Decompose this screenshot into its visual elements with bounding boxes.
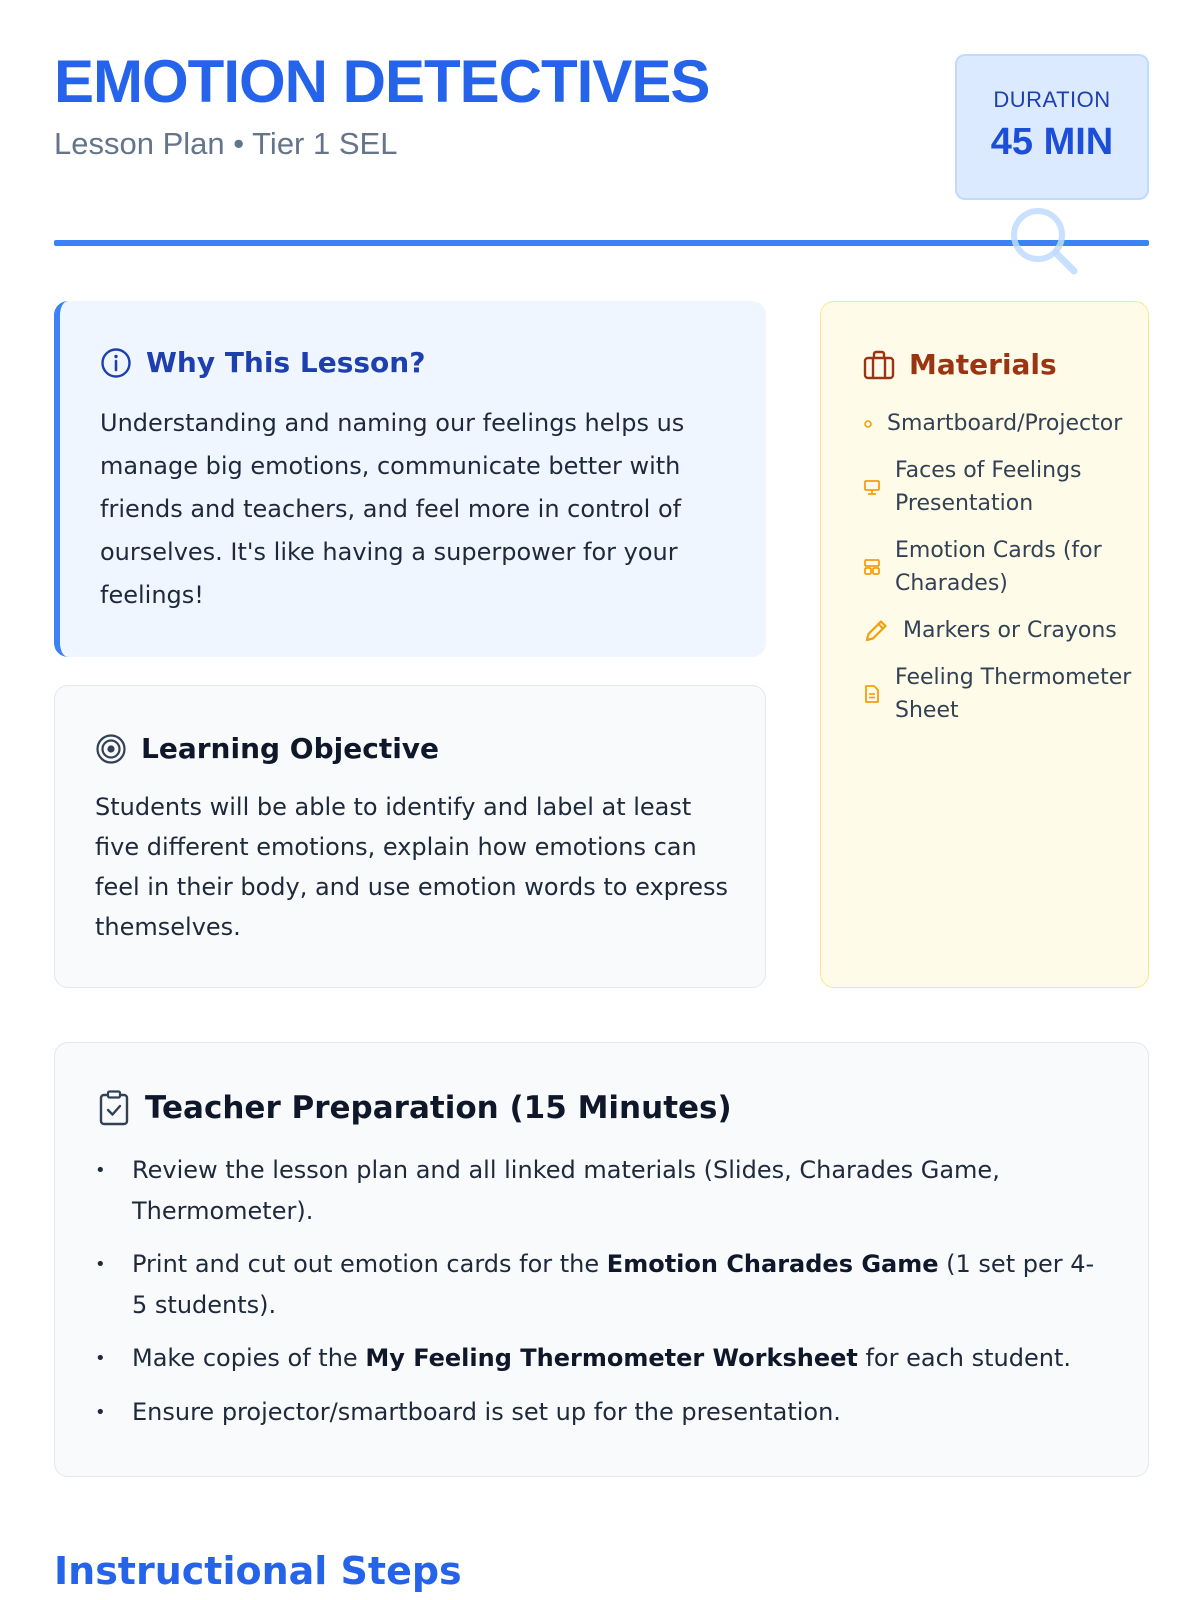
- materials-list: [863, 407, 1133, 741]
- materials-item: [863, 534, 1133, 600]
- duration-badge: [955, 54, 1149, 200]
- why-lesson-card: [54, 301, 766, 657]
- why-lesson-header: [100, 347, 425, 379]
- document-icon: [863, 684, 881, 704]
- prep-item-emphasis: Emotion Charades Game: [606, 1250, 939, 1278]
- why-lesson-heading: Why This Lesson?: [146, 346, 426, 379]
- target-icon: [95, 733, 127, 765]
- learning-objective-card: [54, 685, 766, 988]
- materials-card: [820, 301, 1149, 988]
- prep-item-text: Make copies of the: [132, 1344, 366, 1372]
- materials-item: [863, 614, 1133, 647]
- prep-list-item: [95, 1244, 1105, 1325]
- duration-label: DURATION: [993, 87, 1111, 112]
- materials-item-label: Smartboard/Projector: [887, 411, 1123, 436]
- prep-list-item: [95, 1150, 1105, 1231]
- page-subtitle: Lesson Plan • Tier 1 SEL: [54, 126, 398, 161]
- materials-heading: Materials: [909, 348, 1057, 381]
- dot-icon: [863, 419, 873, 429]
- briefcase-icon: [863, 350, 895, 380]
- teacher-prep-list: [95, 1150, 1105, 1446]
- prep-item-text: Review the lesson plan and all linked materials (Slides, Charades Game, Thermometer).: [132, 1156, 1000, 1225]
- prep-item-text: for each student.: [857, 1344, 1071, 1372]
- teacher-prep-heading: Teacher Preparation (15 Minutes): [145, 1089, 732, 1126]
- prep-item-emphasis: My Feeling Thermometer Worksheet: [365, 1344, 858, 1372]
- teacher-prep-header: [99, 1090, 732, 1126]
- materials-item: [863, 661, 1133, 727]
- materials-item-label: Markers or Crayons: [903, 618, 1117, 643]
- page-title: EMOTION DETECTIVES: [54, 48, 710, 115]
- prep-list-item: [95, 1338, 1105, 1379]
- bullet-icon: •: [95, 1254, 106, 1275]
- clipboard-check-icon: [99, 1090, 129, 1126]
- pencil-icon: [863, 618, 889, 644]
- duration-value: 45 MIN: [990, 121, 1114, 163]
- materials-header: [863, 350, 1057, 380]
- prep-list-item: [95, 1392, 1105, 1433]
- learning-objective-body: Students will be able to identify and label at least five different emotions, explain how emotions can feel in their body, and use emotion words to express themselves.: [95, 793, 729, 941]
- materials-item-label: Feeling Thermometer Sheet: [895, 665, 1132, 723]
- bullet-icon: •: [95, 1402, 106, 1423]
- materials-item-label: Faces of Feelings Presentation: [895, 458, 1082, 516]
- info-icon: [100, 347, 132, 379]
- learning-objective-heading: Learning Objective: [141, 732, 440, 765]
- magnifier-icon: [1008, 205, 1080, 277]
- cards-icon: [863, 558, 881, 576]
- learning-objective-header: [95, 733, 439, 765]
- teacher-prep-card: [54, 1042, 1149, 1477]
- why-lesson-body: Understanding and naming our feelings helps us manage big emotions, communicate better with friends and teachers, and feel more in control of ourselves. It's like having a superpower for your feelings!: [100, 409, 685, 609]
- header-divider: [54, 240, 1149, 246]
- prep-item-text: Print and cut out emotion cards for the: [132, 1250, 607, 1278]
- materials-item: [863, 407, 1133, 440]
- instructional-steps-heading: Instructional Steps: [54, 1549, 462, 1593]
- materials-item: [863, 454, 1133, 520]
- materials-item-label: Emotion Cards (for Charades): [895, 538, 1102, 596]
- prep-item-text: (1 set per 4-5 students).: [132, 1250, 1095, 1319]
- presentation-icon: [863, 478, 881, 496]
- prep-item-text: Ensure projector/smartboard is set up for the presentation.: [132, 1398, 841, 1426]
- bullet-icon: •: [95, 1348, 106, 1369]
- bullet-icon: •: [95, 1160, 106, 1181]
